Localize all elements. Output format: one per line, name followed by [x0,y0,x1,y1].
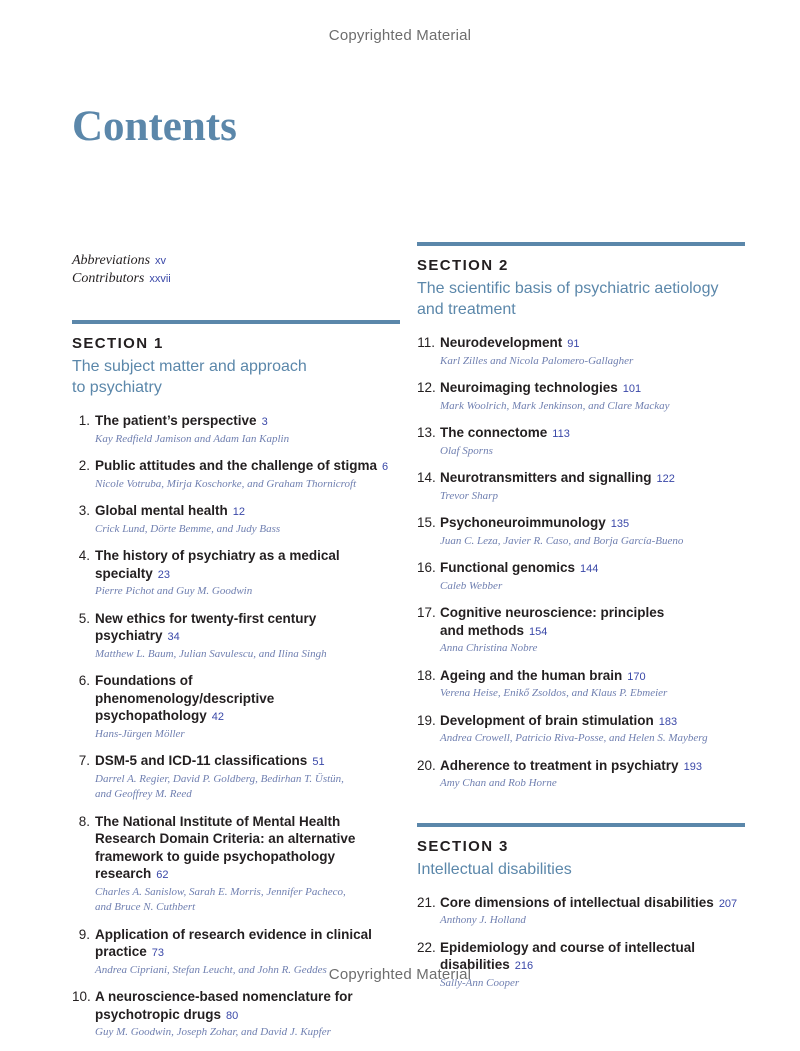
page-number: 101 [622,383,642,395]
chapter-authors: Hans-Jürgen Möller [95,727,185,740]
page-number: 207 [718,897,738,910]
page-number: 91 [567,338,580,350]
chapter-number: 4. [78,548,90,563]
chapter-title: A neuroscience-based nomenclature for psychotropic drugs 80 [95,989,353,1022]
page-number: 122 [656,473,675,485]
front-matter-label: Contributors [72,271,145,286]
toc-entry[interactable] [417,712,745,747]
toc-entry[interactable] [417,514,745,549]
chapter-title: DSM-5 and ICD-11 classifications 51 [95,753,325,768]
toc-entry[interactable] [417,667,745,702]
page-number: 62 [156,869,169,881]
chapter-title: Neurotransmitters and signalling 122 [440,470,675,485]
chapter-title: Psychoneuroimmunology 135 [440,515,630,530]
page-number: 73 [151,947,165,959]
chapter-authors: Charles A. Sanislow, Sarah E. Morris, Jennifer Pacheco, and Bruce N. Cuthbert [95,885,346,913]
chapter-authors: Guy M. Goodwin, Joseph Zohar, and David J. Kupfer [95,1026,331,1038]
chapter-title: Neuroimaging technologies 101 [440,380,642,395]
chapter-title: Cognitive neuroscience: principles and methods 154 [440,605,665,638]
chapter-number: 3. [78,503,90,518]
page-number: 183 [658,715,678,728]
chapter-number: 6. [78,673,90,688]
section-1 [72,320,400,1041]
chapter-title: Development of brain stimulation 183 [440,712,678,728]
chapter-authors: Verena Heise, Enikő Zsoldos, and Klaus P. Ebmeier [440,687,668,699]
page-number: 144 [580,563,599,575]
toc-entry[interactable] [72,457,400,492]
chapter-title: New ethics for twenty-first century psychiatry 34 [95,610,317,643]
chapter-number: 2. [78,458,90,473]
chapter-number: 12. [417,380,436,395]
chapter-number: 11. [417,335,435,350]
page-number: 193 [683,760,702,773]
chapter-authors: Amy Chan and Rob Horne [440,777,557,789]
page-number: 113 [552,428,570,440]
toc-entry[interactable] [417,604,745,657]
chapter-number: 20. [417,757,436,773]
chapter-title: Application of research evidence in clinical practice 73 [95,926,372,959]
chapter-authors: Matthew L. Baum, Julian Savulescu, and Ilina Singh [95,647,327,660]
chapter-title: Epidemiology and course of intellectual disabilities 216 [440,939,696,972]
chapter-number: 14. [417,470,436,485]
chapter-authors: Andrea Crowell, Patricio Riva-Posse, and Helen S. Mayberg [440,732,708,744]
chapter-title: Neurodevelopment 91 [440,335,580,350]
page-number: xxvii [149,273,171,285]
front-matter-item[interactable] [72,252,400,270]
section-title[interactable]: The subject matter and approach to psychiatry [72,358,307,396]
page-number: 135 [610,518,630,530]
chapter-title: The history of psychiatry as a medical specialty 23 [95,548,340,581]
front-matter-label: Abbreviations [72,253,151,268]
chapter-authors: Anna Christina Nobre [440,642,538,654]
toc-entry[interactable] [417,939,745,992]
chapter-authors: Juan C. Leza, Javier R. Caso, and Borja García-Bueno [440,534,684,547]
chapter-number: 8. [78,813,90,829]
chapter-authors: Mark Woolrich, Mark Jenkinson, and Clare Mackay [440,399,670,412]
toc-entry[interactable] [72,672,400,742]
chapter-title: Adherence to treatment in psychiatry 193 [440,757,702,773]
chapter-authors: Caleb Webber [440,579,503,592]
section-label: SECTION 1 [72,335,164,352]
chapter-number: 18. [417,667,436,683]
chapter-title: Ageing and the human brain 170 [440,667,646,683]
chapter-number: 22. [417,939,436,955]
chapter-authors: Darrel A. Regier, David P. Goldberg, Bedirhan T. Üstün, and Geoffrey M. Reed [95,772,344,800]
page-title: Contents [72,103,237,150]
copyright-watermark-top: Copyrighted Material [328,27,472,44]
toc-entry[interactable] [417,469,745,504]
section-2 [417,242,745,792]
toc-entry[interactable] [72,610,400,663]
chapter-number: 16. [417,560,436,575]
chapter-authors: Sally-Ann Cooper [440,976,520,989]
page-number: 34 [167,631,180,643]
toc-entry[interactable] [417,894,745,929]
chapter-title: Core dimensions of intellectual disabilities 207 [440,894,738,910]
chapter-number: 13. [417,425,436,440]
chapter-authors: Andrea Cipriani, Stefan Leucht, and John R. Geddes [95,963,327,976]
chapter-title: Foundations of phenomenology/descriptive psychopathology 42 [95,673,275,723]
page-number: 3 [261,416,268,428]
chapter-number: 9. [78,926,90,942]
chapter-title: Public attitudes and the challenge of stigma 6 [95,458,389,473]
toc-entry[interactable] [72,813,400,916]
chapter-authors: Trevor Sharp [440,489,498,502]
page-number: 170 [627,670,646,683]
toc-entry[interactable] [72,752,400,803]
toc-entry[interactable] [72,547,400,600]
toc-entry[interactable] [417,559,745,594]
page-number: 42 [211,711,225,723]
copyright-watermark-bottom: Copyrighted Material [328,966,472,983]
page-number: 80 [226,1009,239,1022]
page-number: 216 [514,960,534,972]
chapter-authors: Kay Redfield Jamison and Adam Ian Kaplin [95,432,290,445]
chapter-authors: Anthony J. Holland [440,914,526,926]
toc-entry[interactable] [417,379,745,414]
chapter-title: Global mental health 12 [95,503,246,518]
chapter-authors: Karl Zilles and Nicola Palomero-Gallagher [440,354,634,367]
toc-entry[interactable] [417,334,745,369]
front-matter [72,252,400,288]
section-title[interactable]: Intellectual disabilities [417,860,572,878]
page-number: 51 [312,756,325,768]
section-label: SECTION 3 [417,837,509,855]
chapter-authors: Nicole Votruba, Mirja Koschorke, and Graham Thornicroft [95,477,357,490]
front-matter-item[interactable] [72,270,400,288]
toc-entry[interactable] [72,502,400,537]
chapter-number: 19. [417,712,436,728]
chapter-number: 17. [417,605,436,620]
toc-right-column [417,242,745,1001]
chapter-authors: Olaf Sporns [440,444,493,457]
page-number: xv [155,255,167,267]
chapter-number: 1. [78,413,90,428]
chapter-title: The patient’s perspective 3 [95,413,268,428]
chapter-title: The National Institute of Mental Health Research Domain Criteria: an alternative framework to guide psychopathology research 62 [95,813,356,881]
chapter-number: 7. [78,753,90,768]
chapter-number: 21. [417,894,436,910]
section-title[interactable]: The scientific basis of psychiatric aetiology and treatment [417,280,719,318]
page-number: 12 [232,506,246,518]
chapter-title: The connectome 113 [440,425,570,440]
toc-entry[interactable] [72,988,400,1041]
page-number: 6 [382,461,389,473]
chapter-number: 5. [78,610,90,626]
chapter-authors: Crick Lund, Dörte Bemme, and Judy Bass [95,522,281,535]
toc-entry[interactable] [72,412,400,447]
chapter-number: 15. [417,515,436,530]
toc-left-column [72,252,400,1051]
page-number: 154 [529,625,548,638]
chapter-number: 10. [72,989,91,1004]
section-label: SECTION 2 [417,257,509,274]
page-number: 23 [157,568,171,581]
toc-entry[interactable] [417,757,745,792]
toc-entry[interactable] [417,424,745,459]
chapter-title: Functional genomics 144 [440,560,599,575]
chapter-authors: Pierre Pichot and Guy M. Goodwin [95,585,253,597]
